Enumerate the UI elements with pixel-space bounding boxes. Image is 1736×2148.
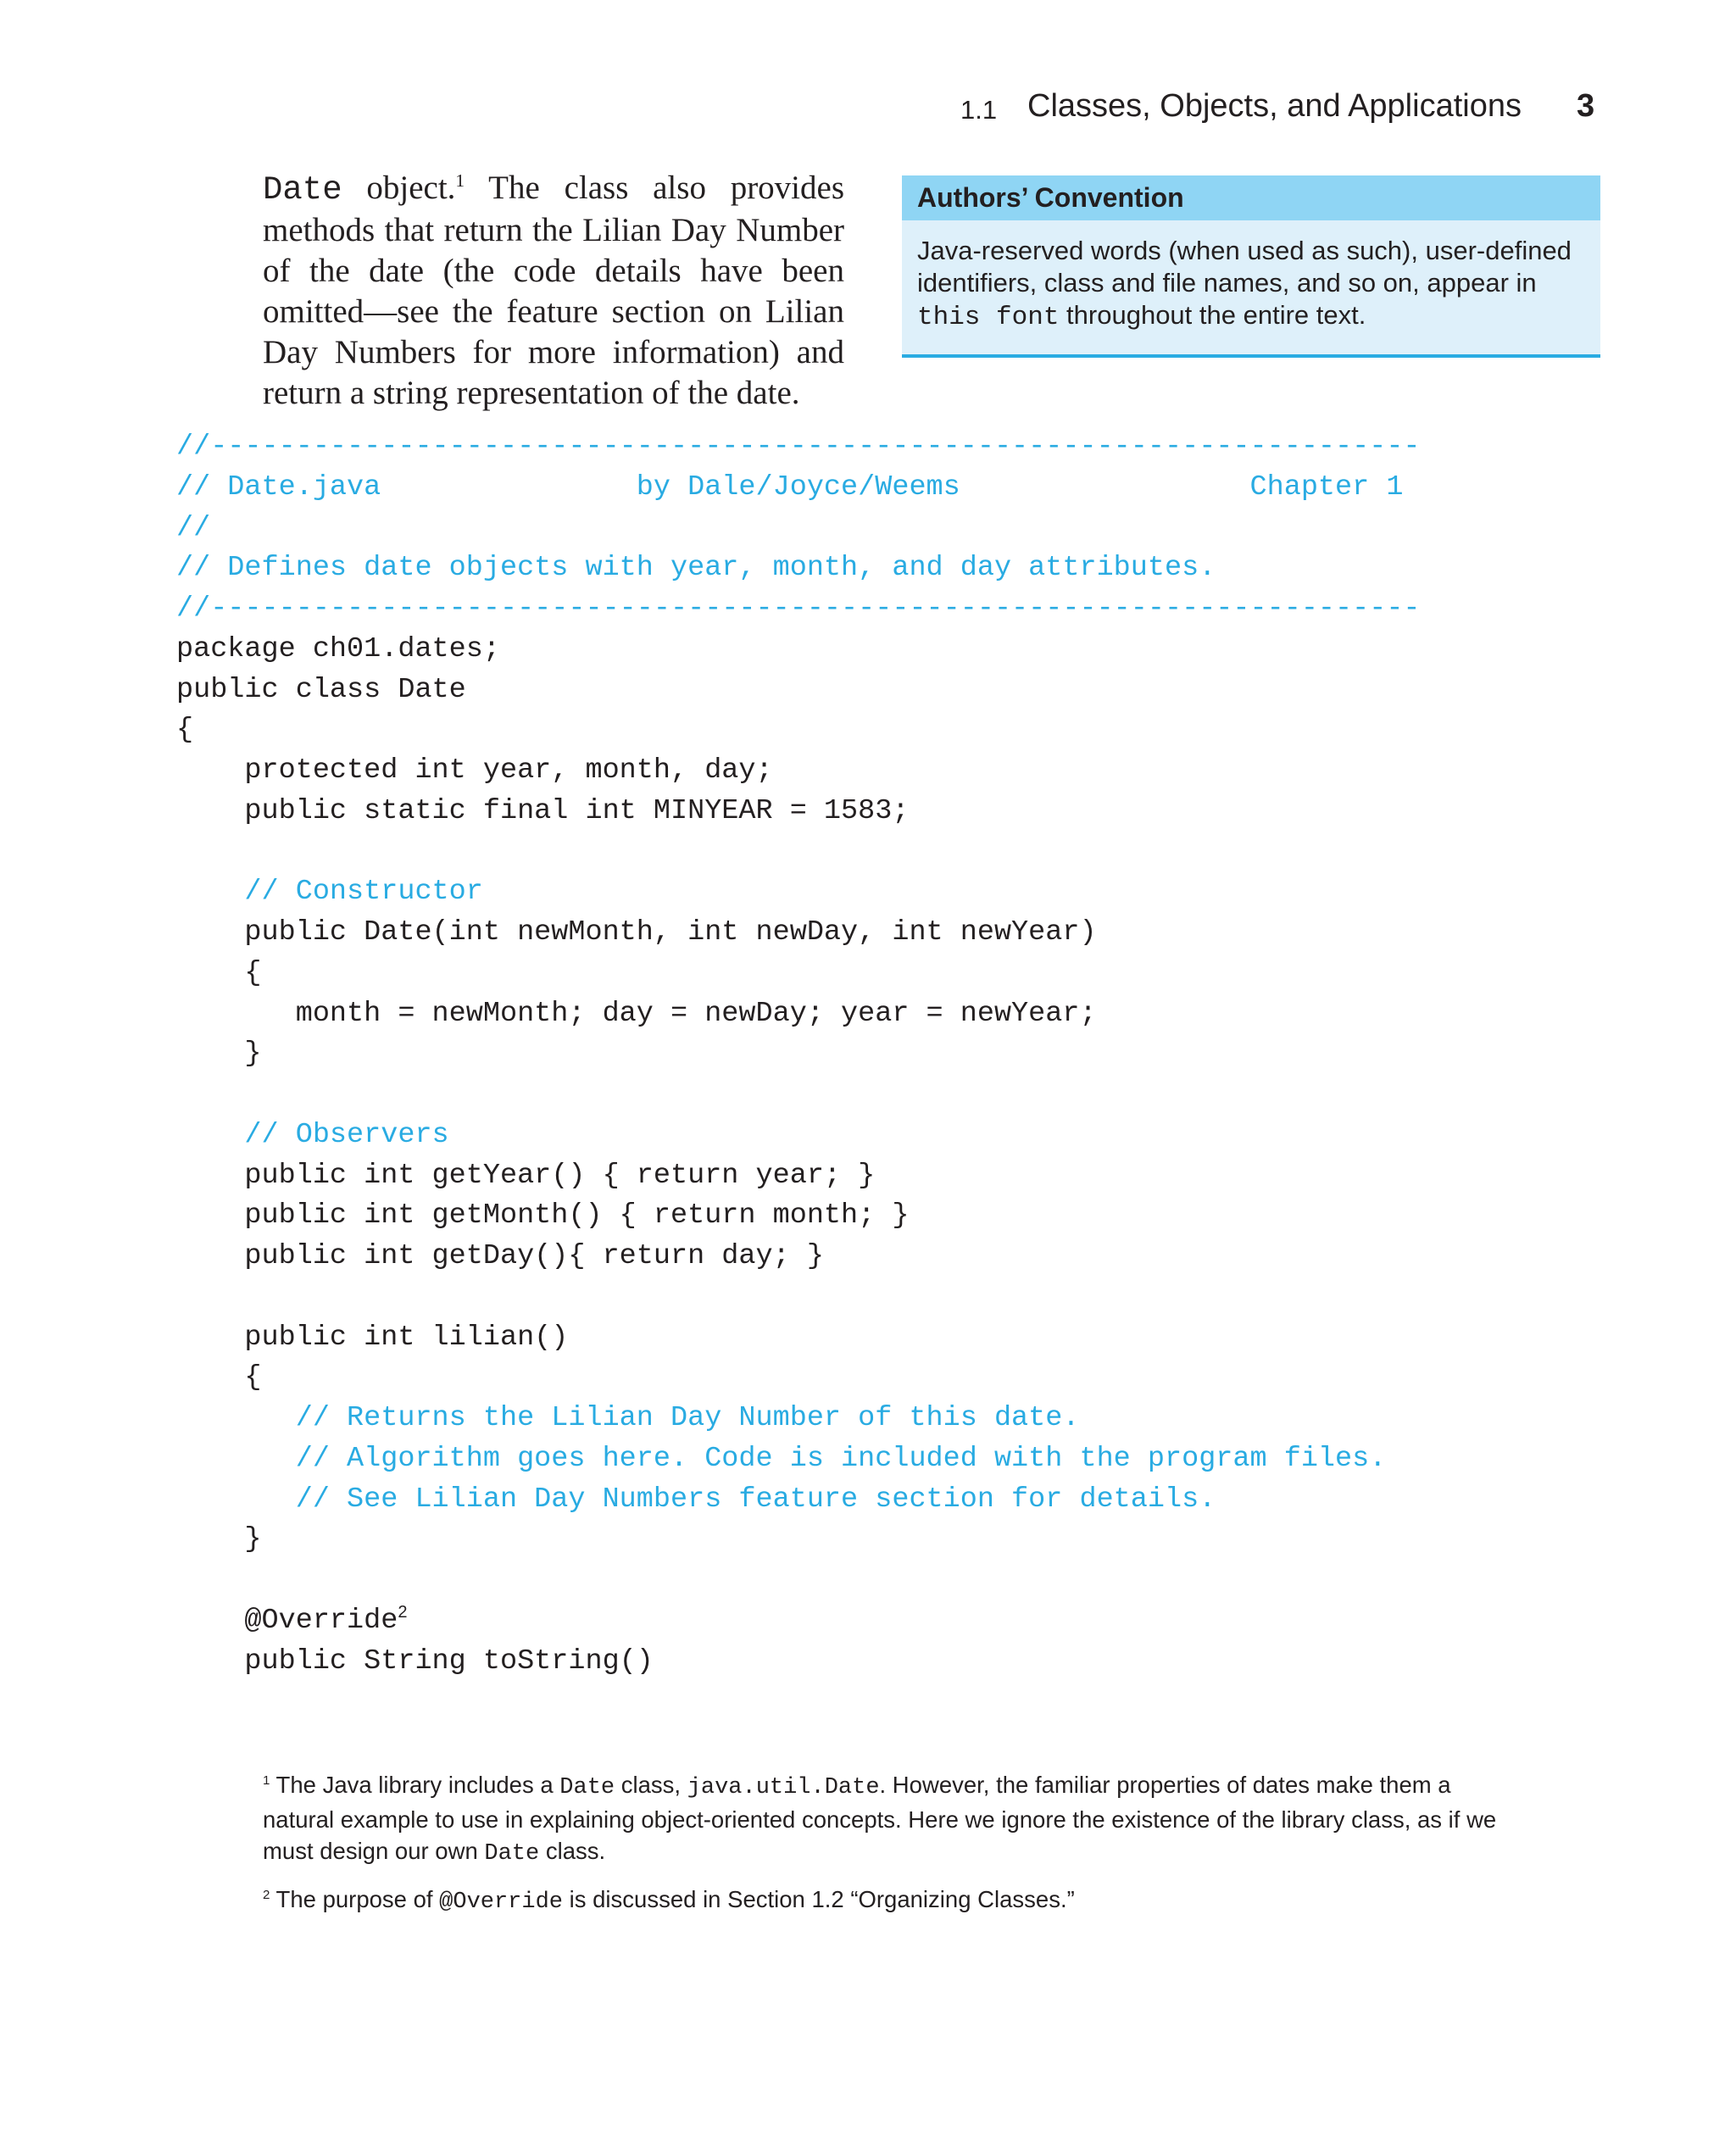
code-line: public String toString() — [176, 1644, 654, 1678]
callout-text-end: throughout the entire text. — [1059, 300, 1366, 330]
code-line: @Override — [176, 1604, 398, 1637]
code-comment-line: // Defines date objects with year, month, and day attributes. — [176, 552, 1216, 585]
code-line — [176, 1561, 1421, 1601]
footnote-2 — [263, 1884, 1517, 1918]
section-number: 1.1 — [960, 95, 998, 125]
code-comment-line: // — [176, 511, 211, 544]
callout-title: Authors’ Convention — [902, 175, 1600, 220]
footnote-code: Date — [559, 1775, 615, 1800]
section-title: Classes, Objects, and Applications — [1027, 88, 1522, 124]
footnotes — [263, 1769, 1517, 1932]
intro-text-rest: The class also provides methods that return the Lilian Day Number of the date (the code details have been omitted—see the feature section on Lilian Day Numbers for more information) and return a string representation of the date. — [263, 170, 844, 411]
code-line: public int getMonth() { return month; } — [176, 1199, 910, 1233]
code-line: } — [176, 1038, 262, 1071]
callout-code-sample: this font — [917, 303, 1060, 332]
code-line: { — [176, 1361, 262, 1394]
footnote-code: @Override — [439, 1889, 563, 1915]
code-comment-line: // See Lilian Day Numbers feature section for details. — [176, 1483, 1216, 1516]
authors-convention-box — [902, 175, 1600, 358]
footnote-text: The purpose of — [270, 1886, 440, 1912]
intro-code-word: Date — [263, 171, 342, 209]
code-line — [176, 1277, 1421, 1318]
code-line: month = newMonth; day = newDay; year = newYear; — [176, 997, 1097, 1030]
code-line: public Date(int newMonth, int newDay, int newYear) — [176, 916, 1097, 949]
code-line: public static final int MINYEAR = 1583; — [176, 794, 910, 827]
code-comment-line: // Returns the Lilian Day Number of this date. — [176, 1402, 1080, 1434]
code-line: package ch01.dates; — [176, 632, 500, 665]
code-line — [176, 1601, 1421, 1642]
footnote-text: class, — [615, 1772, 687, 1798]
intro-text-start: object. — [342, 170, 456, 206]
page-number: 3 — [1577, 88, 1595, 124]
intro-paragraph — [263, 168, 844, 414]
footnote-text: class. — [539, 1838, 606, 1864]
code-comment-line: // Algorithm goes here. Code is included with the program files. — [176, 1442, 1387, 1475]
code-line: { — [176, 714, 194, 747]
code-line: public int lilian() — [176, 1321, 569, 1354]
callout-body — [902, 220, 1600, 334]
code-line: public int getYear() { return year; } — [176, 1159, 876, 1192]
footnote-marker: 2 — [263, 1887, 270, 1902]
footnote-code: java.util.Date — [687, 1775, 880, 1800]
code-listing — [176, 427, 1421, 1682]
footnote-marker: 1 — [263, 1772, 270, 1788]
footnote-ref-2: 2 — [398, 1602, 408, 1622]
code-comment-line: //----------------------------------------------------------------------- — [176, 593, 1421, 625]
footnote-text: The Java library includes a — [270, 1772, 560, 1798]
code-comment-line: //----------------------------------------------------------------------- — [176, 431, 1421, 463]
footnote-1 — [263, 1769, 1517, 1870]
code-line — [176, 1075, 1421, 1116]
code-line: } — [176, 1523, 262, 1556]
footnote-text: . However, the familiar properties of dates make them a natural example to use in explaining object-oriented concepts. Here we ignore the existence of the library class, as if we must design our own — [263, 1772, 1497, 1864]
code-comment-line: // Date.java by Dale/Joyce/Weems Chapter 1 — [176, 470, 1404, 504]
code-comment-line: // Observers — [176, 1118, 449, 1151]
footnote-ref-1: 1 — [455, 170, 465, 191]
code-line: protected int year, month, day; — [176, 754, 773, 787]
code-comment-line: // Constructor — [176, 876, 483, 909]
running-header — [0, 88, 1736, 131]
code-line: public class Date — [176, 673, 466, 706]
footnote-text: is discussed in Section 1.2 “Organizing Classes.” — [563, 1886, 1075, 1912]
callout-text-start: Java-reserved words (when used as such), user-defined identifiers, class and file names, and so on, appear in — [917, 236, 1572, 298]
code-line: { — [176, 956, 262, 989]
code-line: public int getDay(){ return day; } — [176, 1240, 824, 1272]
footnote-code: Date — [484, 1841, 540, 1867]
code-line — [176, 832, 1421, 873]
